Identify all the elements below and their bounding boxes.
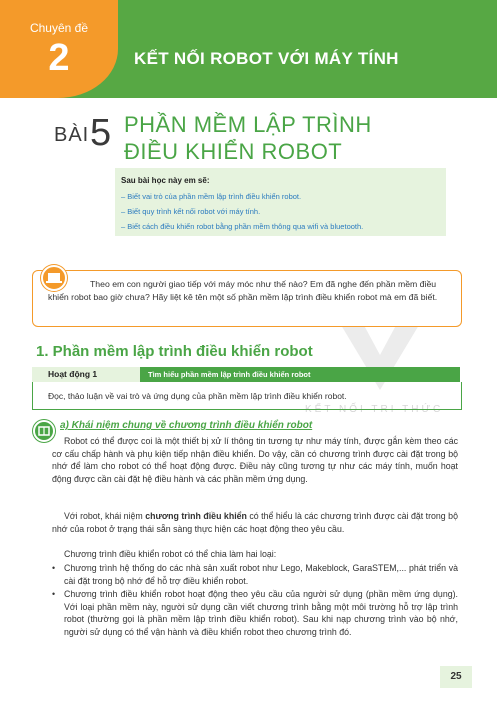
page-number: 25 bbox=[440, 666, 472, 688]
lesson-word: BÀI bbox=[54, 124, 90, 146]
paragraph-bold-term: chương trình điều khiển bbox=[145, 511, 247, 521]
chapter-title: KẾT NỐI ROBOT VỚI MÁY TÍNH bbox=[134, 49, 399, 68]
list-item-text: Chương trình điều khiển robot hoạt động theo yêu cầu của người sử dụng (phần mềm ứng dụng). Với loại phần mềm này, người sử dụng cần viết chương trình bằng một môi trường hỗ trợ lập trình robot (thường gọi là phần mềm lập trình điều khiển robot). Sau khi nạp chương trình vào bộ nhớ, người sử dụng có thể vận hành và điều khiển robot theo chương trình đó. bbox=[64, 589, 458, 637]
list-item bbox=[52, 562, 458, 587]
watermark-text: KẾT NỐI TRI THỨC bbox=[305, 404, 444, 415]
paragraph-text: Với robot, khái niệm bbox=[64, 511, 146, 521]
activity-label: Hoạt động 1 bbox=[48, 369, 98, 379]
chapter-label: Chuyên đề bbox=[29, 21, 89, 35]
list-item bbox=[52, 588, 458, 638]
chapter-number: 2 bbox=[48, 37, 70, 79]
objective-item: – Biết quy trình kết nối robot với máy tính. bbox=[121, 207, 261, 216]
list-item-text: Chương trình hệ thống do các nhà sản xuất robot như Lego, Makeblock, GaraSTEM,... phát triển và cài đặt trong bộ nhớ để hỗ trợ điều khiển robot. bbox=[64, 563, 458, 586]
bullet-icon: • bbox=[52, 563, 56, 573]
lesson-title-line2: ĐIỀU KHIỂN ROBOT bbox=[124, 139, 343, 164]
paragraph: Chương trình điều khiển robot có thể chia làm hai loại: bbox=[64, 549, 277, 559]
intro-text: Theo em con người giao tiếp với máy móc như thế nào? Em đã nghe đến phần mềm điều khiển robot bao giờ chưa? Hãy liệt kê tên một số phần mềm lập trình điều khiển robot mà em đã biết. bbox=[48, 279, 438, 302]
lesson-title bbox=[124, 111, 372, 165]
section-title: 1. Phần mềm lập trình điều khiển robot bbox=[36, 343, 313, 360]
activity-text: Đọc, thảo luận về vai trò và ứng dụng của phần mềm lập trình điều khiển robot. bbox=[48, 391, 347, 401]
bullet-icon: • bbox=[52, 589, 56, 599]
objective-item: – Biết vai trò của phần mềm lập trình điều khiển robot. bbox=[121, 192, 302, 201]
activity-description: Tìm hiểu phần mềm lập trình điều khiển robot bbox=[148, 370, 311, 379]
objectives-heading: Sau bài học này em sẽ: bbox=[121, 176, 210, 185]
lesson-title-line1: PHẦN MỀM LẬP TRÌNH bbox=[124, 112, 372, 137]
paragraph-text: có thể hiểu là các chương trình được cài đặt trong bộ nhớ của robot ở trạng thái sẵn sàng thực hiện các hoạt động theo yêu cầu. bbox=[52, 511, 458, 534]
paragraph: Robot có thể được coi là một thiết bị xử lí thông tin tương tự như máy tính, được gắn kèm theo các cơ cấu chấp hành và phụ kiện tiếp nhận điều khiển. Do vậy, cần có chương trình được cài đặt trong bộ nhớ để làm cho robot có thể hoạt động được. Điều này cũng tương tự như các máy tính, muốn hoạt động được cần cài đặt hệ điều hành và các phần mềm ứng dụng. bbox=[52, 436, 458, 484]
paragraph bbox=[52, 510, 458, 535]
subsection-title: a) Khái niệm chung về chương trình điều khiển robot bbox=[60, 420, 313, 431]
lesson-number: 5 bbox=[90, 112, 112, 154]
objective-item: – Biết cách điều khiển robot bằng phần mềm thông qua wifi và bluetooth. bbox=[121, 222, 364, 231]
